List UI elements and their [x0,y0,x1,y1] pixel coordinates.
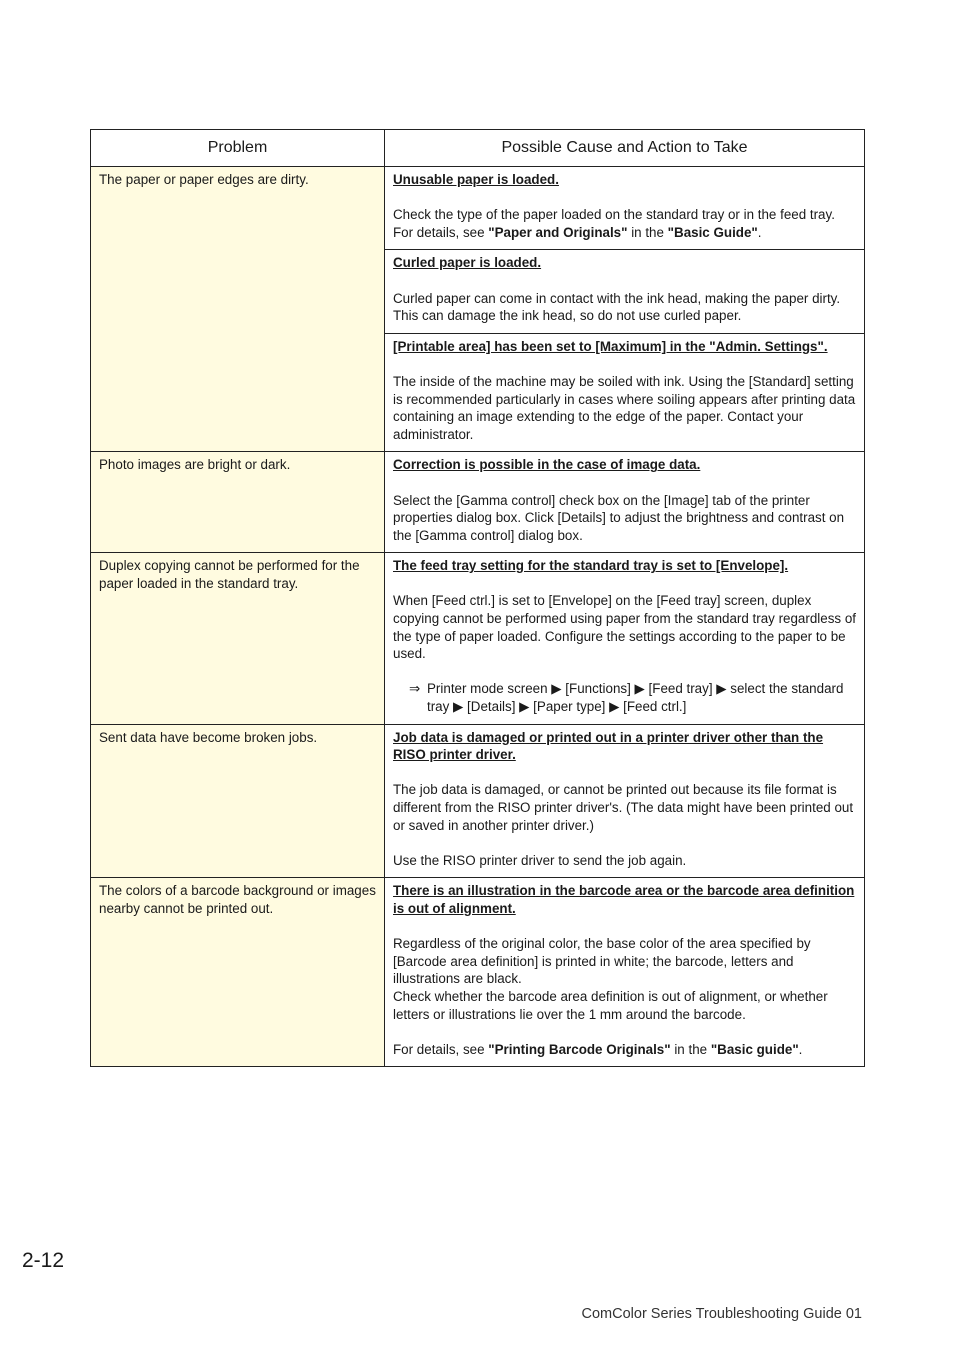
header-cause: Possible Cause and Action to Take [385,130,865,167]
page-number: 2-12 [22,1249,65,1272]
cause-title: Job data is damaged or printed out in a printer driver other than the RISO printer driver. [393,729,824,763]
table-header-row [91,130,865,167]
reference-guide: "Basic guide" [710,1041,799,1057]
table-row [91,553,865,724]
cause-cell [385,553,865,724]
cause-action: Use the RISO printer driver to send the job again. [393,852,687,868]
cause-cell [385,333,865,452]
footer-doc-title: ComColor Series Troubleshooting Guide 01 [581,1306,862,1322]
cause-cell [385,250,865,333]
reference-title: "Paper and Originals" [488,224,628,240]
cause-title: Unusable paper is loaded. [393,172,559,187]
procedure-step [409,680,856,715]
table-row [91,167,865,250]
cause-text: Regardless of the original color, the base color of the area specified by [Barcode area definition] is printed in white; the barcode, letters and illustrations are black. Check whether the barcode area definition is out of alignment, or whether letters or illustrations lie over the 1 mm around the barcode. [393,936,828,1022]
troubleshooting-table [90,129,865,1067]
cause-text: Select the [Gamma control] check box on the [Image] tab of the printer properties dialog box. Click [Details] to adjust the brightness and contrast on the [Gamma control] dialog box. [393,492,845,543]
cause-cell [385,452,865,553]
problem-cell: The colors of a barcode background or images nearby cannot be printed out. [91,878,385,1067]
problem-cell: Sent data have become broken jobs. [91,724,385,878]
cause-title: There is an illustration in the barcode area or the barcode area definition is out of alignment. [393,883,855,916]
cause-title: Correction is possible in the case of image data. [393,457,701,473]
table-row [91,452,865,553]
cause-text: The job data is damaged, or cannot be printed out because its file format is different from the RISO printer driver's. (The data might have been printed out or saved in another printer driver.) [393,782,854,833]
problem-cell: Photo images are bright or dark. [91,452,385,553]
problem-cell: The paper or paper edges are dirty. [91,167,385,452]
cause-text: Check the type of the paper loaded on the standard tray or in the feed tray. For details, see "Paper and Originals" in the "Basic Guide". [393,207,835,240]
reference-guide: "Basic Guide" [667,224,758,240]
arrow-icon: ⇒ [409,681,421,697]
reference-title: "Printing Barcode Originals" [488,1041,671,1057]
table-row [91,724,865,878]
problem-cell: Duplex copying cannot be performed for the paper loaded in the standard tray. [91,553,385,724]
cause-cell [385,167,865,250]
procedure-path: Printer mode screen ▶ [Functions] ▶ [Feed tray] ▶ select the standard tray ▶ [Details] ▶ [Paper type] ▶ [Feed ctrl.] [427,681,844,715]
table-row [91,878,865,1067]
cause-cell [385,878,865,1067]
header-problem: Problem [91,130,385,167]
cause-title: Curled paper is loaded. [393,255,542,271]
cause-reference: For details, see "Printing Barcode Originals" in the "Basic guide". [393,1041,803,1057]
cause-title: The feed tray setting for the standard tray is set to [Envelope]. [393,558,789,574]
cause-title: [Printable area] has been set to [Maximum] in the "Admin. Settings". [393,338,828,354]
cause-text: Curled paper can come in contact with the ink head, making the paper dirty. This can damage the ink head, so do not use curled paper. [393,290,841,324]
cause-text: The inside of the machine may be soiled with ink. Using the [Standard] setting is recommended particularly in cases where soiling appears after printing data containing an image extending to the edge of the paper. Contact your administrator. [393,373,856,442]
cause-text: When [Feed ctrl.] is set to [Envelope] on the [Feed tray] screen, duplex copying cannot be performed using paper from the standard tray regardless of the type of paper loaded. Configure the settings according to the paper to be used. [393,593,856,662]
cause-cell [385,724,865,878]
